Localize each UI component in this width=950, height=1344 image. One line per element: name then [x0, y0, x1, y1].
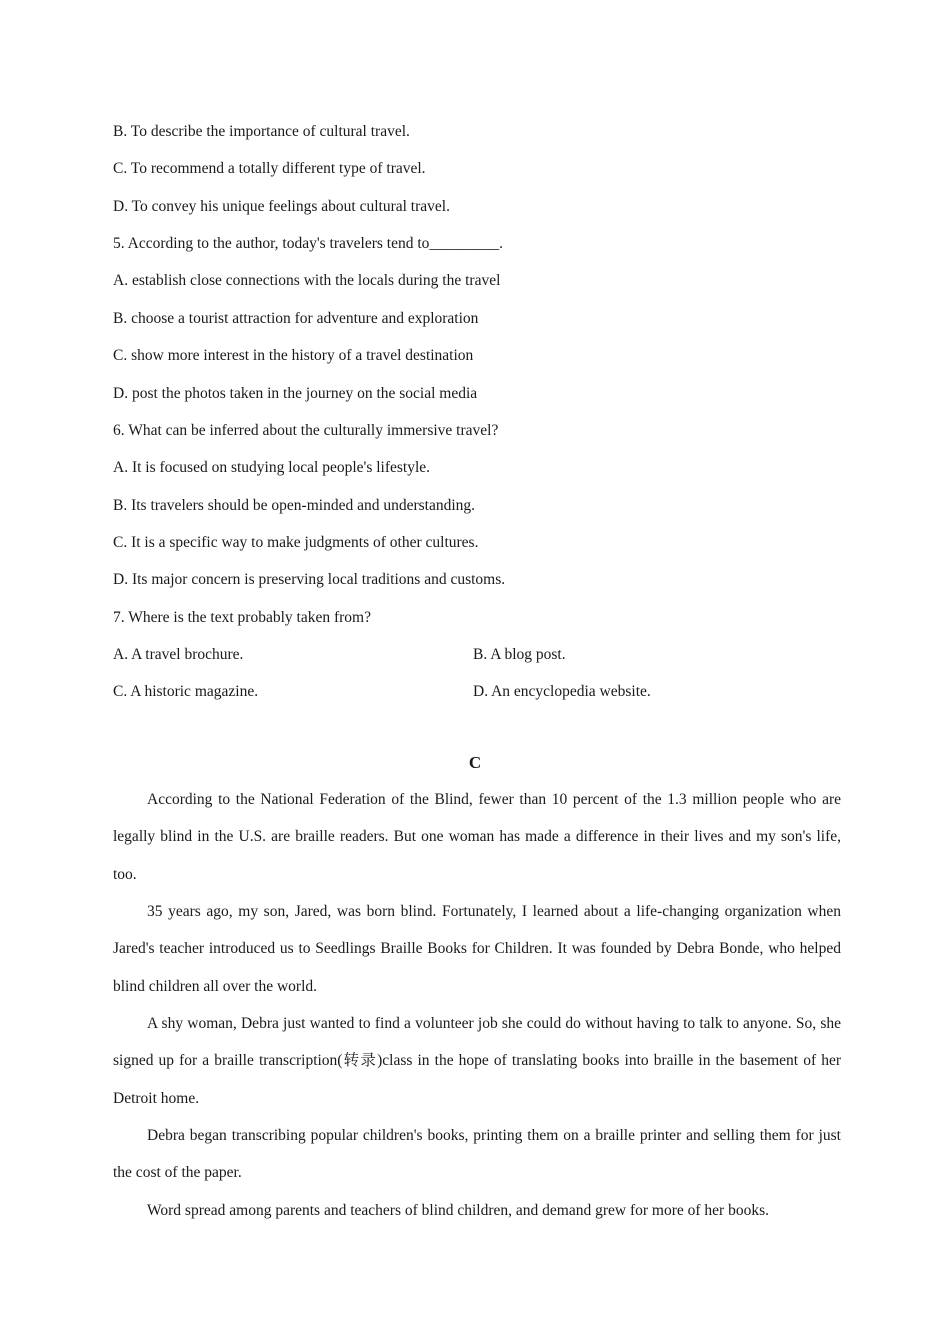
q6-option-a: A. It is focused on studying local people's lifestyle.	[113, 459, 431, 476]
passage-paragraph-4: Debra began transcribing popular children's books, printing them on a braille printer and selling them for just the cost of the paper.	[113, 1127, 841, 1182]
passage-paragraph-2: 35 years ago, my son, Jared, was born blind. Fortunately, I learned about a life-changing organization when Jared's teacher introduced us to Seedlings Braille Books for Children. It was founded by Debra Bonde, who helped blind children all over the world.	[113, 903, 841, 995]
q4-option-c: C. To recommend a totally different type of travel.	[113, 160, 426, 177]
section-c-title: C	[468, 753, 482, 772]
passage-paragraph-1: According to the National Federation of the Blind, fewer than 10 percent of the 1.3 million people who are legally blind in the U.S. are braille readers. But one woman has made a difference in their lives and my son's life, too.	[113, 791, 841, 883]
passage-paragraph-3: A shy woman, Debra just wanted to find a volunteer job she could do without having to talk to anyone. So, she signed up for a braille transcription(转录)class in the hope of translating books into braille in the basement of her Detroit home.	[113, 1015, 841, 1107]
q7-option-a: A. A travel brochure.	[113, 646, 244, 663]
q5-option-a: A. establish close connections with the locals during the travel	[113, 272, 501, 289]
q5-option-d: D. post the photos taken in the journey on the social media	[113, 385, 478, 402]
q7-option-c: C. A historic magazine.	[113, 683, 259, 700]
q7-option-b: B. A blog post.	[473, 646, 566, 663]
passage-paragraph-5: Word spread among parents and teachers of blind children, and demand grew for more of her books.	[147, 1202, 769, 1219]
q5-option-c: C. show more interest in the history of a travel destination	[113, 347, 474, 364]
q6-option-b: B. Its travelers should be open-minded and understanding.	[113, 497, 476, 514]
q5-stem: 5. According to the author, today's travelers tend to_________.	[113, 235, 504, 252]
q5-option-b: B. choose a tourist attraction for adventure and exploration	[113, 310, 479, 327]
q6-option-d: D. Its major concern is preserving local traditions and customs.	[113, 571, 506, 588]
q6-option-c: C. It is a specific way to make judgments of other cultures.	[113, 534, 479, 551]
q7-option-d: D. An encyclopedia website.	[473, 683, 651, 700]
q7-stem: 7. Where is the text probably taken from?	[113, 609, 371, 626]
q4-option-d: D. To convey his unique feelings about cultural travel.	[113, 198, 450, 215]
q4-option-b: B. To describe the importance of cultural travel.	[113, 123, 410, 140]
q6-stem: 6. What can be inferred about the culturally immersive travel?	[113, 422, 499, 439]
